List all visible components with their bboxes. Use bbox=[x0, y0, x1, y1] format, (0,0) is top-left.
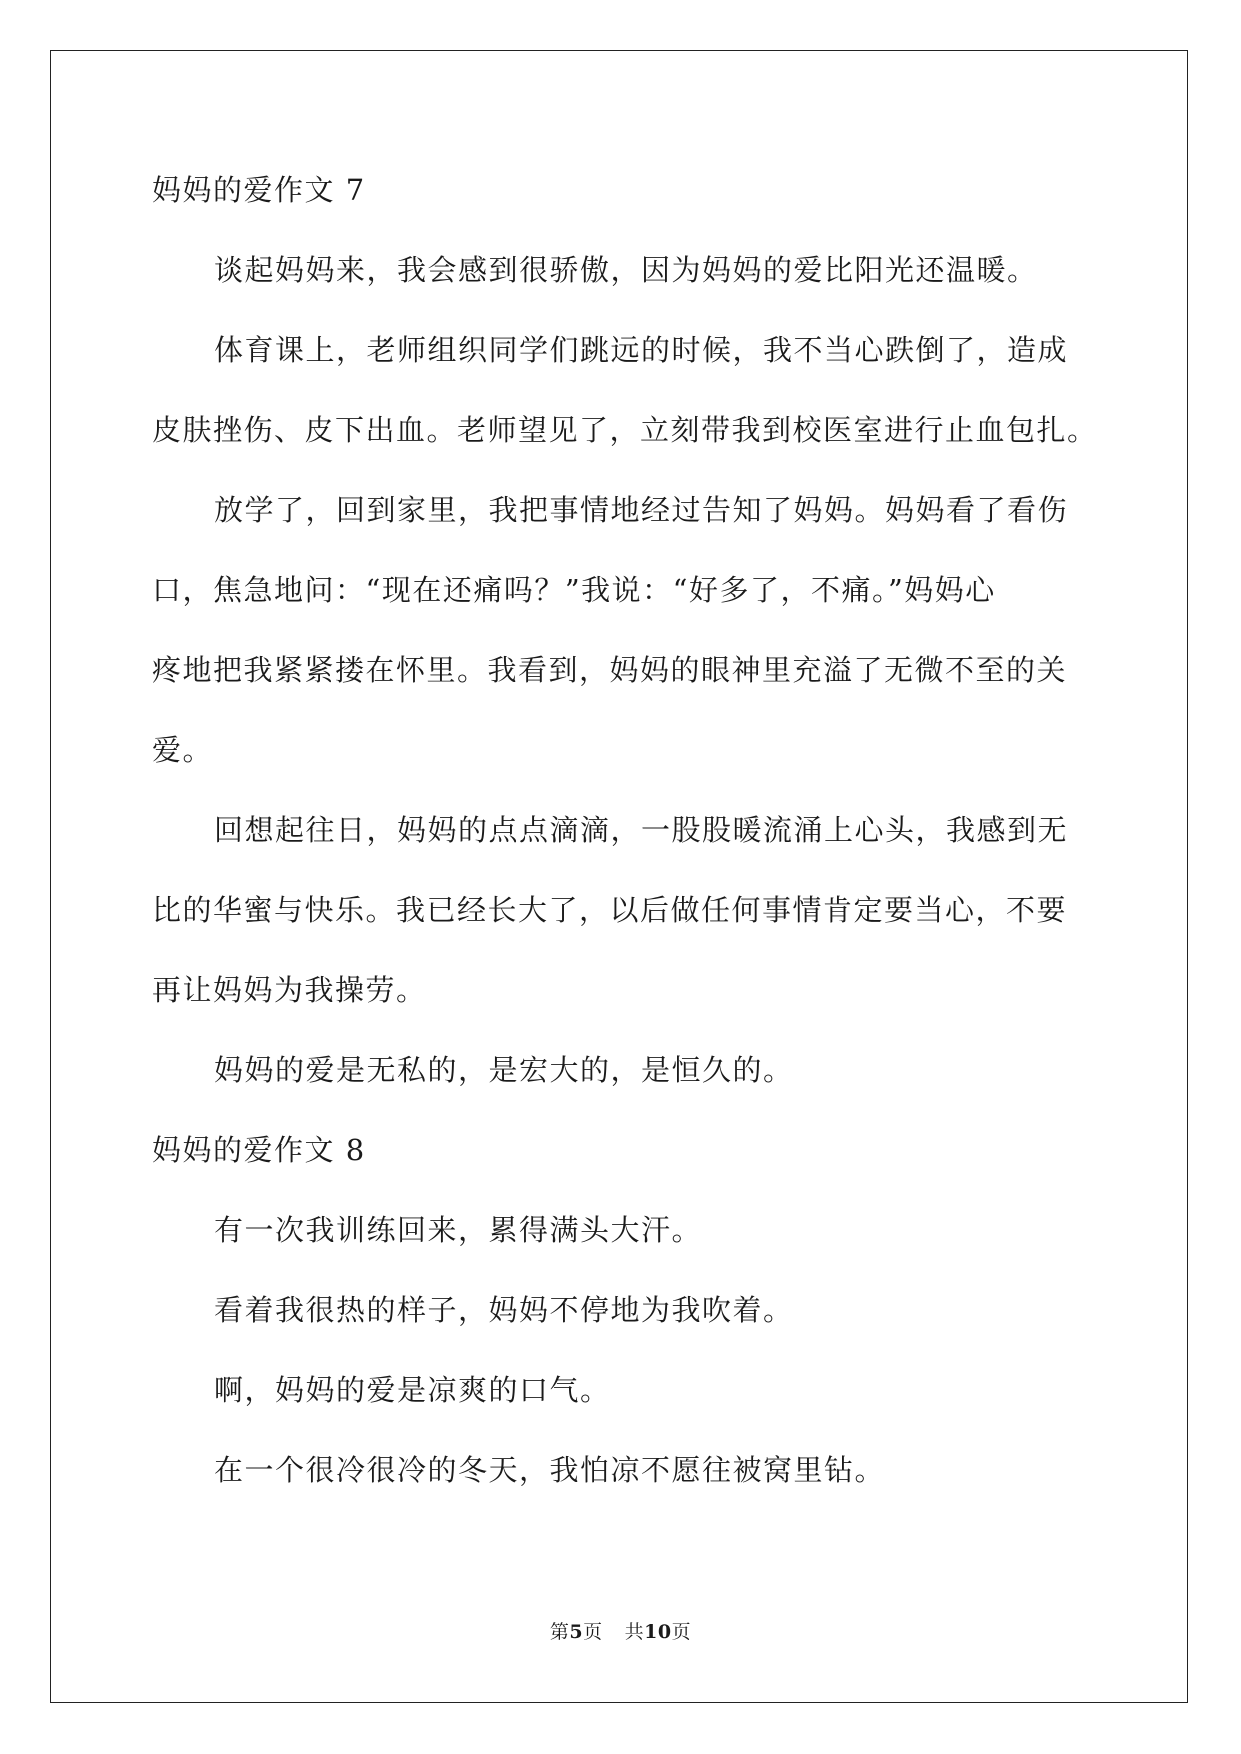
paragraph-line: 在一个很冷很冷的冬天，我怕凉不愿往被窝里钻。 bbox=[214, 1453, 886, 1487]
paragraph-line: 回想起往日，妈妈的点点滴滴，一股股暖流涌上心头，我感到无 bbox=[214, 813, 1069, 847]
paragraph-line: 啊，妈妈的爱是凉爽的口气。 bbox=[214, 1373, 611, 1407]
paragraph-line: 再让妈妈为我操劳。 bbox=[152, 973, 427, 1007]
section-heading-7: 妈妈的爱作文 7 bbox=[152, 173, 366, 207]
paragraph-line: 放学了，回到家里，我把事情地经过告知了妈妈。妈妈看了看伤 bbox=[214, 493, 1069, 527]
total-pages: 10 bbox=[644, 1621, 672, 1643]
page-number: 5 bbox=[569, 1621, 584, 1643]
page-footer bbox=[0, 1620, 1241, 1644]
paragraph-line: 皮肤挫伤、皮下出血。老师望见了，立刻带我到校医室进行止血包扎。 bbox=[152, 413, 1098, 447]
paragraph-line: 看着我很热的样子，妈妈不停地为我吹着。 bbox=[214, 1293, 794, 1327]
paragraph-line: 体育课上，老师组织同学们跳远的时候，我不当心跌倒了，造成 bbox=[214, 333, 1069, 367]
paragraph-line: 比的华蜜与快乐。我已经长大了，以后做任何事情肯定要当心，不要 bbox=[152, 893, 1068, 927]
paragraph-line: 妈妈的爱是无私的，是宏大的，是恒久的。 bbox=[214, 1053, 794, 1087]
paragraph-line: 有一次我训练回来，累得满头大汗。 bbox=[214, 1213, 703, 1247]
paragraph-line: 口，焦急地问：“现在还痛吗？”我说：“好多了，不痛。”妈妈心 bbox=[152, 573, 996, 607]
page-suffix: 页 bbox=[583, 1621, 603, 1643]
paragraph-line: 爱。 bbox=[152, 733, 214, 767]
total-suffix: 页 bbox=[671, 1621, 692, 1643]
page-prefix: 第 bbox=[549, 1621, 570, 1643]
section-heading-8: 妈妈的爱作文 8 bbox=[152, 1133, 366, 1167]
paragraph-line: 谈起妈妈来，我会感到很骄傲，因为妈妈的爱比阳光还温暖。 bbox=[214, 253, 1038, 287]
paragraph-line: 疼地把我紧紧搂在怀里。我看到，妈妈的眼神里充溢了无微不至的关 bbox=[152, 653, 1068, 687]
total-prefix: 共 bbox=[624, 1621, 645, 1643]
